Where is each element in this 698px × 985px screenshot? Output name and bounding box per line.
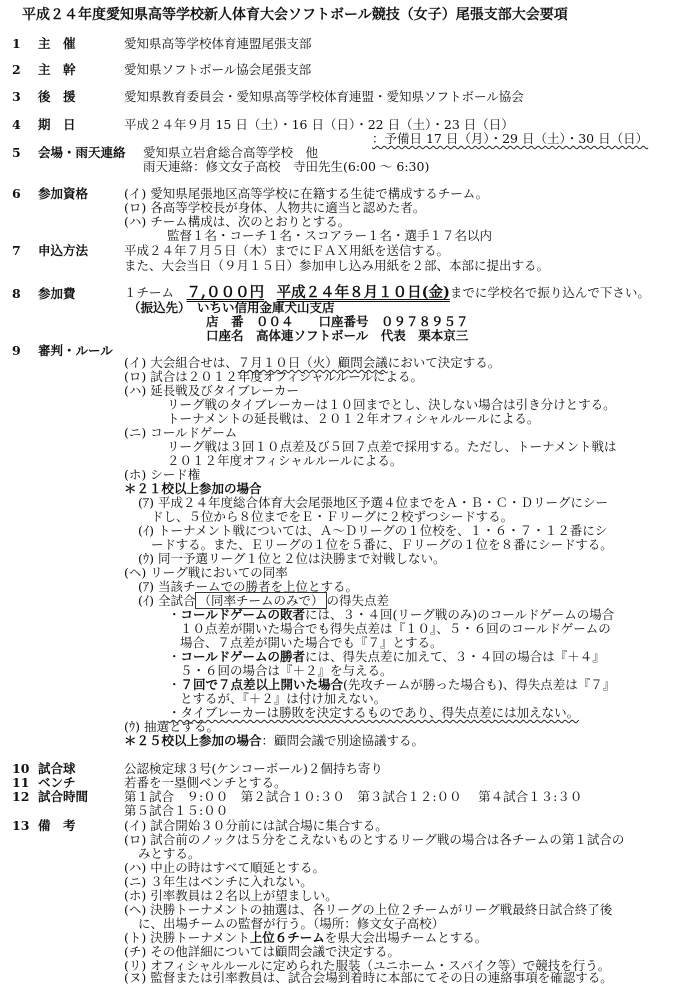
note-line: みとする。 [138, 846, 201, 861]
bank-name: いちい信用金庫犬山支店 [197, 300, 335, 315]
section-11-label: ベンチ [38, 775, 76, 790]
section-8-label: 参加費 [38, 286, 76, 301]
note-line: (ヌ) 監督または引率教員は、試合会場到着時に本部にてその日の連絡事項を確認する。 [124, 970, 613, 985]
note-text: を県大会出場チームとする。 [324, 930, 488, 945]
section-2-number: 2 [12, 62, 21, 77]
top-six-teams: 上位６チーム [249, 930, 325, 945]
note-text: (ト) 決勝トーナメント [124, 930, 250, 945]
section-5-rain-contact: 雨天連絡：修文女子高校 寺田先生(6:00 ～ 6:30) [143, 159, 430, 174]
rule-text: の得失点差 [326, 593, 390, 608]
rule-line: １０点差が開いた場合でも得失点差は『１０』、５・６回のコールドゲームの [180, 621, 611, 636]
rule-line: (ｲ) トーナメント戦については、Ａ～Ｄリーグの１位校を、１・６・７・１２番にシ [138, 523, 608, 538]
rule-line: (ロ) 試合は２０１２年度オフィシャルルールによる。 [124, 369, 424, 384]
account-holder: 口座名 高体連ソフトボール 代表 栗本京三 [206, 328, 469, 343]
rule-text: (イ) 大会組合せは、 [124, 355, 238, 370]
section-3-number: 3 [12, 89, 21, 104]
bank-label: （振込先） [128, 300, 191, 315]
rule-line: (ｳ) 同一予選リーグ１位と２位は決勝まで対戦しない。 [138, 551, 446, 566]
section-8-number: 8 [12, 286, 21, 301]
rule-line: リーグ戦のタイブレーカーは１０回までとし、決しない場合は引き分けとする。 [167, 397, 616, 412]
rule-line [168, 649, 605, 664]
section-7-label: 申込方法 [38, 243, 89, 258]
bank-account: 店 番 ００４ 口座番号 ０９７８９５７ [206, 314, 469, 329]
fee-prefix: １チーム [124, 285, 175, 300]
rule-line [138, 593, 389, 608]
rule-line: ２０１２年度オフィシャルルールによる。 [167, 453, 403, 468]
section-6-label: 参加資格 [38, 186, 89, 201]
section-9-label: 審判・ルール [38, 343, 113, 358]
note-line: に、出場チームの監督が行う。（場所：修文女子高校） [138, 916, 445, 931]
cold-game-loser: コールドゲームの敗者 [180, 607, 306, 622]
section-5-label: 会場・雨天連絡 [38, 145, 126, 160]
rule-line: (ホ) シード権 [124, 467, 201, 482]
section-3-label: 後 援 [38, 89, 76, 104]
seed-25-heading: ＊２５校以上参加の場合 [124, 733, 262, 748]
note-line: (ニ) ３年生はベンチに入れない。 [124, 874, 313, 889]
section-6-line: (ハ) チーム構成は、次のとおりとする。 [124, 214, 351, 229]
rule-line: (ｱ) 平成２４年度総合体育大会尾張地区予選４位までをＡ・Ｂ・Ｃ・Ｄリーグにシー [138, 495, 608, 510]
rule-text: ：顧問会議で別途協議する。 [261, 733, 425, 748]
meeting-date: ７月１０日（火）顧問会議 [237, 355, 388, 370]
schedule-line: 第１試合 ９:００ 第２試合１０:３０ 第３試合１２:００ 第４試合１３:３０ [124, 789, 583, 804]
section-8-fee-line [124, 285, 650, 300]
note-line: (ホ) 引率教員は２名以上が望ましい。 [124, 888, 338, 903]
section-4-reserve-days: ：予備日 17 日（月）・29 日（土）・30 日（日） [372, 131, 649, 146]
rule-line: 場合、７点差が開いた場合でも『７』とする。 [180, 635, 443, 650]
section-7-number: 7 [12, 243, 21, 258]
note-line: (ヘ) 決勝トーナメントの抽選は、各リーグの上位２チームがリーグ戦最終日試合終了後 [124, 902, 613, 917]
seed-21-heading: ＊２１校以上参加の場合 [124, 481, 262, 496]
section-3-text: 愛知県教育委員会・愛知県高等学校体育連盟・愛知県ソフトボール協会 [124, 89, 524, 104]
section-9-number: 9 [12, 343, 21, 358]
payment-deadline: 平成２４年８月１０日(金) [276, 284, 450, 301]
document-title: 平成２４年度愛知県高等学校新人体育大会ソフトボール競技（女子）尾張支部大会要項 [22, 7, 568, 23]
rule-text: には、得失点差に加えて、３・４回の場合は『＋４』 [305, 649, 605, 664]
section-6-line: (ロ) 各高等学校長が身体、人物共に適当と認めた者。 [124, 200, 426, 215]
note-line: (ハ) 中止の時はすべて順延とする。 [124, 860, 325, 875]
rule-line: とするが、『＋２』は付け加えない。 [180, 691, 387, 706]
note-line [124, 930, 487, 945]
section-5-number: 5 [12, 145, 21, 160]
rule-line: (ハ) 延長戦及びタイブレーカー [124, 383, 299, 398]
section-6-number: 6 [12, 186, 21, 201]
section-10-number: 10 [12, 761, 30, 776]
section-11-text: 若番を一塁側ベンチとする。 [124, 775, 287, 790]
section-10-label: 試合球 [38, 761, 76, 776]
bullet: ・ [168, 607, 181, 622]
section-4-text: 平成２４年９月 15 日（土）・16 日（日）・22 日（土）・23 日（日） [124, 117, 514, 132]
section-4-number: 4 [12, 117, 21, 132]
tiebreaker-note: ・タイブレーカーは勝敗を決定するものであり、得失点差には加えない。 [168, 705, 580, 720]
seven-run-rule: ７回で７点差以上開いた場合 [180, 677, 344, 692]
section-4-label: 期 日 [38, 117, 76, 132]
rule-line: (ｳ) 抽選とする。 [124, 719, 219, 734]
fee-suffix: までに学校名で振り込んで下さい。 [449, 285, 650, 300]
rule-line: (ｱ) 当該チームでの勝者を上位とする。 [138, 579, 358, 594]
rule-line: リーグ戦は３回１０点差及び５回７点差で採用する。ただし、トーナメント戦は [167, 439, 617, 454]
same-rate-only-box: （同率チームのみで） [195, 592, 326, 609]
rule-text: (ｲ) 全試合 [138, 593, 196, 608]
bullet: ・ [168, 649, 181, 664]
section-12-number: 12 [12, 789, 30, 804]
rule-line [168, 677, 615, 692]
rule-line [168, 607, 614, 622]
rule-line: トーナメントの延長戦は、２０１２年オフィシャルルールによる。 [167, 411, 540, 426]
rule-line [124, 355, 500, 370]
section-1-label: 主 催 [38, 36, 76, 51]
rule-text: (先攻チームが勝った場合も)、得失点差は『７』 [343, 677, 616, 692]
section-6-line: (イ) 愛知県尾張地区高等学校に在籍する生徒で構成するチーム。 [124, 186, 489, 201]
section-6-line: 監督１名・コーチ１名・スコアラー１名・選手１７名以内 [167, 228, 493, 243]
rule-line: ードする。また、Ｅリーグの１位を５番に、Ｆリーグの１位を８番にシードする。 [151, 537, 613, 552]
section-13-number: 13 [12, 818, 30, 833]
section-1-text: 愛知県高等学校体育連盟尾張支部 [124, 36, 312, 51]
rule-text: には、３・４回(リーグ戦のみ)のコールドゲームの場合 [305, 607, 615, 622]
rule-line: (ニ) コールドゲーム [124, 425, 238, 440]
section-5-text: 愛知県立岩倉総合高等学校 他 [143, 145, 319, 160]
note-line: (チ) その他詳細については顧問会議で決定する。 [124, 944, 400, 959]
note-line: (リ) オフィシャルルールに定められた服装（ユニホーム・スパイク等）で競技を行う。 [124, 958, 611, 973]
rule-line: ドし、５位から８位までをＥ・Ｆリーグに２校ずつシードする。 [151, 509, 514, 524]
rule-text: において決定する。 [387, 355, 501, 370]
cold-game-winner: コールドゲームの勝者 [180, 649, 306, 664]
fee-amount: ７,０００円 [186, 284, 265, 301]
section-2-label: 主 幹 [38, 62, 76, 77]
note-line: (イ) 試合開始３０分前には試合場に集合する。 [124, 818, 388, 833]
rule-line: ５・６回の場合は『＋２』を与える。 [180, 663, 393, 678]
section-13-label: 備 考 [38, 818, 76, 833]
rule-line: (ヘ) リーグ戦においての同率 [124, 565, 288, 580]
section-7-line: 平成２４年７月５日（木）までにＦＡＸ用紙を送信する。 [124, 243, 450, 258]
bullet: ・ [168, 677, 181, 692]
schedule-line: 第５試合１５:００ [124, 803, 229, 818]
section-7-line: また、大会当日（９月１５日）参加申し込み用紙を２部、本部に提出する。 [124, 258, 550, 273]
rule-line [124, 733, 424, 748]
note-line: (ロ) 試合前のノックは５分をこえないものとするリーグ戦の場合は各チームの第１試合の [124, 832, 625, 847]
section-1-number: 1 [12, 36, 21, 51]
section-10-text: 公認検定球３号(ケンコーボール)２個持ち寄り [124, 761, 383, 776]
section-11-number: 11 [12, 775, 30, 790]
section-12-label: 試合時間 [38, 789, 89, 804]
section-2-text: 愛知県ソフトボール協会尾張支部 [124, 62, 312, 77]
